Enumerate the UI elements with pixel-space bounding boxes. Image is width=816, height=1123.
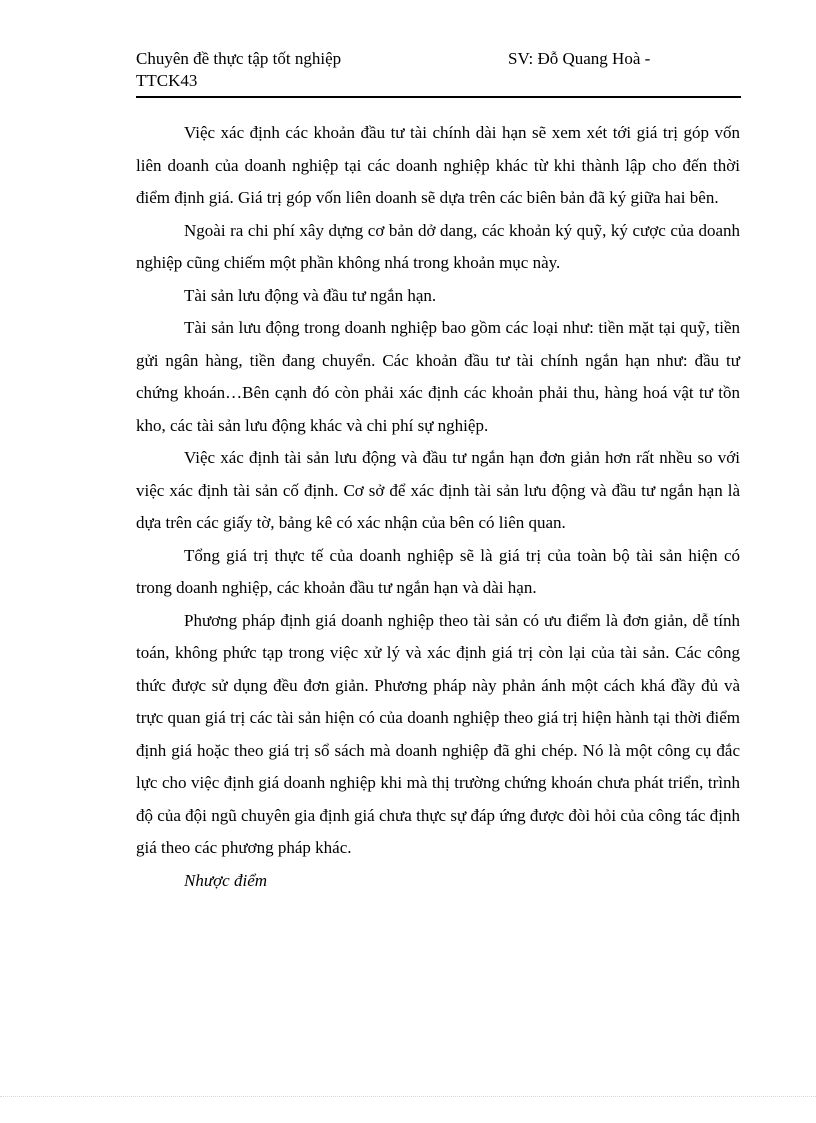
paragraph-advantages: Phương pháp định giá doanh nghiệp theo tài sản có ưu điểm là đơn giản, dễ tính toán, không phức tạp trong việc xử lý và xác định giá trị còn lại của tài sản. Các công thức được sử dụng đều đơn giản. Phương pháp này phản ánh một cách khá đầy đủ và trực quan giá trị các tài sản hiện có của doanh nghiệp theo giá trị hiện hành tại thời điểm định giá hoặc theo giá trị sổ sách mà doanh nghiệp đã ghi chép. Nó là một công cụ đắc lực cho việc định giá doanh nghiệp khi mà thị trường chứng khoán chưa phát triển, trình độ của đội ngũ chuyên gia định giá chưa thực sự đáp ứng được đòi hỏi của công tác định giá theo các phương pháp khác. <box>136 610 740 857</box>
page-bottom-divider <box>0 1096 816 1097</box>
paragraph-total-value: Tổng giá trị thực tế của doanh nghiệp sẽ là giá trị của toàn bộ tài sản hiện có trong doanh nghiệp, các khoản đầu tư ngắn hạn và dài hạn. <box>136 545 740 597</box>
paragraph-long-term-investments: Việc xác định các khoản đầu tư tài chính dài hạn sẽ xem xét tới giá trị góp vốn liên doanh của doanh nghiệp tại các doanh nghiệp khác từ khi thành lập cho đến thời điểm định giá. Giá trị góp vốn liên doanh sẽ dựa trên các biên bản đã ký giữa hai bên. <box>136 123 740 207</box>
page-header <box>136 48 741 98</box>
paragraph-current-assets-list: Tài sản lưu động trong doanh nghiệp bao gồm các loại như: tiền mặt tại quỹ, tiền gửi ngân hàng, tiền đang chuyển. Các khoản đầu tư tài chính ngắn hạn như: đầu tư chứng khoán…Bên cạnh đó còn phải xác định các khoản phải thu, hàng hoá vật tư tồn kho, các tài sản lưu động khác và chi phí sự nghiệp. <box>136 318 740 435</box>
document-title: Chuyên đề thực tập tốt nghiệp <box>136 49 342 68</box>
subheading-disadvantages: Nhược điểm <box>184 870 268 890</box>
paragraph-current-assets-heading: Tài sản lưu động và đầu tư ngắn hạn. <box>184 285 437 305</box>
paragraph-current-assets-valuation: Việc xác định tài sản lưu động và đầu tư ngắn hạn đơn giản hơn rất nhều so với việc xác định tài sản cố định. Cơ sở để xác định tài sản lưu động và đầu tư ngắn hạn là dựa trên các giấy tờ, bảng kê có xác nhận của bên có liên quan. <box>136 448 740 532</box>
paragraph-construction-costs: Ngoài ra chi phí xây dựng cơ bản dở dang, các khoản ký quỹ, ký cược của doanh nghiệp cũng chiếm một phần không nhá trong khoản mục này. <box>136 220 740 272</box>
student-name: SV: Đỗ Quang Hoà - <box>508 49 651 68</box>
body-text <box>136 117 740 897</box>
class-code: TTCK43 <box>136 71 198 90</box>
